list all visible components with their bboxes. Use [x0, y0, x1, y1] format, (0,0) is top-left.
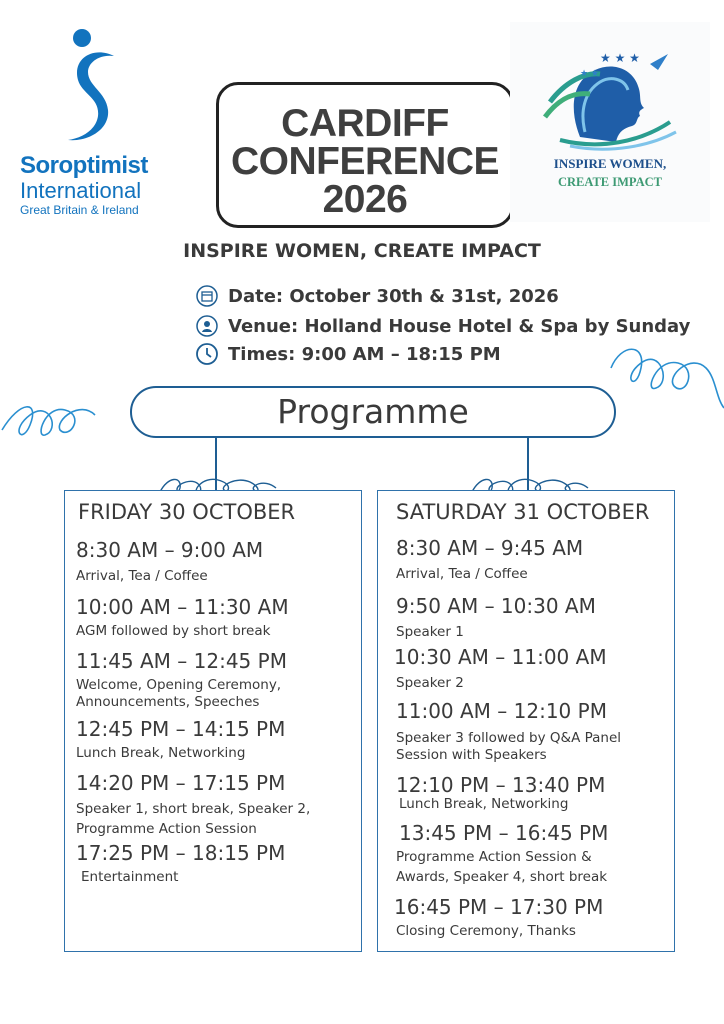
soroptimist-logo — [14, 28, 164, 218]
swirl-left-decoration — [0, 390, 100, 460]
slot-time: 12:10 PM – 13:40 PM — [396, 773, 606, 797]
slot-time: 8:30 AM – 9:45 AM — [396, 536, 584, 560]
slot-time: 14:20 PM – 17:15 PM — [76, 771, 286, 795]
location-icon — [196, 315, 218, 337]
event-times: Times: 9:00 AM – 18:15 PM — [228, 343, 501, 365]
venue-row — [196, 313, 690, 339]
slot-desc: Programme Action Session & Awards, Speaker 4, short break — [396, 849, 608, 885]
slot-time: 12:45 PM – 14:15 PM — [76, 717, 286, 741]
logo-tagline-1: INSPIRE WOMEN, — [553, 156, 667, 171]
conference-title-box — [216, 82, 514, 228]
slot-desc: Arrival, Tea / Coffee — [76, 568, 208, 584]
programme-heading: Programme — [130, 386, 616, 438]
slot-time: 8:30 AM – 9:00 AM — [76, 538, 264, 562]
saturday-title: SATURDAY 31 OCTOBER — [396, 500, 650, 524]
logo-tagline-2: CREATE IMPACT — [557, 175, 663, 189]
slot-desc: Speaker 1, short break, Speaker 2, Programme Action Session — [76, 801, 311, 837]
saturday-schedule — [377, 490, 675, 952]
slot-desc: Speaker 3 followed by Q&A Panel Session with Speakers — [396, 730, 622, 763]
slot-time: 17:25 PM – 18:15 PM — [76, 841, 286, 865]
slot-desc: Arrival, Tea / Coffee — [396, 566, 528, 582]
slot-desc: Speaker 2 — [396, 675, 464, 691]
slot-desc: Speaker 1 — [396, 624, 464, 640]
title-line-2: CONFERENCE — [230, 140, 500, 183]
date-row — [196, 283, 559, 309]
slot-time: 10:00 AM – 11:30 AM — [76, 595, 289, 619]
slot-time: 13:45 PM – 16:45 PM — [399, 821, 609, 845]
event-date: Date: October 30th & 31st, 2026 — [228, 285, 559, 307]
swirl-right-decoration — [606, 338, 724, 418]
title-line-1: CARDIFF — [281, 102, 449, 145]
slot-desc: AGM followed by short break — [76, 623, 271, 639]
friday-schedule — [64, 490, 362, 952]
clock-icon — [196, 343, 218, 365]
slot-desc: Lunch Break, Networking — [399, 796, 569, 812]
friday-title: FRIDAY 30 OCTOBER — [78, 500, 296, 524]
slot-desc: Entertainment — [81, 869, 179, 885]
event-venue: Venue: Holland House Hotel & Spa by Sunday — [228, 315, 691, 337]
inspire-women-logo — [510, 22, 710, 222]
conference-subtitle: INSPIRE WOMEN, CREATE IMPACT — [183, 240, 541, 262]
woman-profile-icon — [540, 42, 680, 152]
slot-desc: Welcome, Opening Ceremony, Announcements, Speeches — [76, 677, 282, 710]
slot-time: 16:45 PM – 17:30 PM — [394, 895, 604, 919]
soroptimist-figure-icon — [54, 28, 134, 146]
slot-time: 10:30 AM – 11:00 AM — [394, 645, 607, 669]
logo-line-2: International — [20, 178, 142, 203]
slot-desc: Closing Ceremony, Thanks — [396, 923, 576, 939]
logo-line-1: Soroptimist — [20, 152, 148, 179]
times-row — [196, 341, 501, 367]
title-line-3: 2026 — [322, 178, 408, 221]
slot-time: 11:45 AM – 12:45 PM — [76, 649, 287, 673]
slot-time: 9:50 AM – 10:30 AM — [396, 594, 596, 618]
slot-time: 11:00 AM – 12:10 PM — [396, 699, 607, 723]
calendar-icon — [196, 285, 218, 307]
slot-desc: Lunch Break, Networking — [76, 745, 246, 761]
svg-text:★ ★: ★ ★ — [580, 69, 599, 79]
logo-line-3: Great Britain & Ireland — [20, 203, 139, 217]
svg-text:★ ★ ★: ★ ★ ★ — [600, 51, 640, 65]
